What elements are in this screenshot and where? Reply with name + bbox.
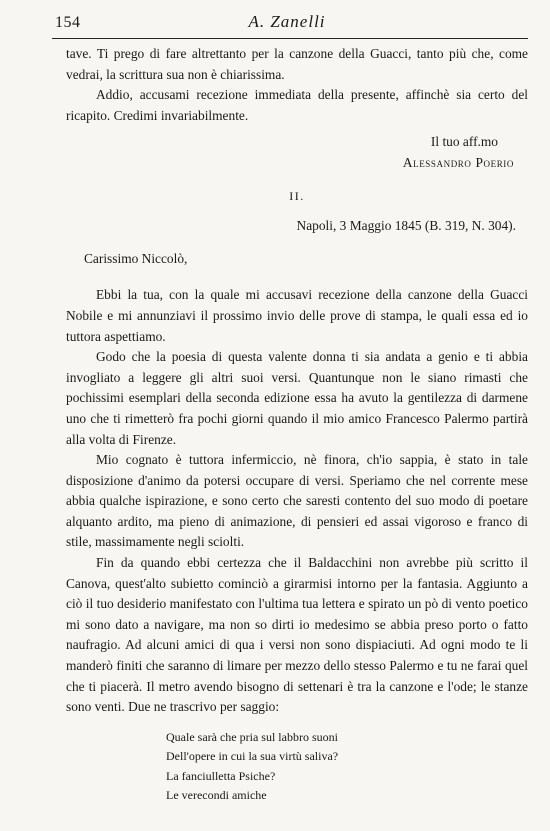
letter1-signoff: Il tuo aff.mo — [430, 134, 498, 150]
letter1-continuation: tave. Ti prego di fare altrettanto per la canzone della Guacci, tanto più che, come vedrai, la scrittura sua non è chiarissima. — [66, 46, 528, 82]
running-head: A. Zanelli — [248, 12, 326, 31]
letter2-paragraph: Mio cognato è tuttora infermiccio, nè finora, ch'io sappia, è stato in tale disposizione d'animo da potersi occupare di versi. Speriamo che nel corrente mese abbia qualche ispirazione, e sono certo che saresti contento del suo modo di poetare alquanto ardito, ma pieno di animazione, di pensieri ed assai vigoroso e franco di stile, massimamente negli sciolti. — [66, 452, 528, 550]
letter2-dateline: Napoli, 3 Maggio 1845 (B. 319, N. 304). — [296, 218, 516, 234]
poem-excerpt — [166, 728, 528, 806]
poem-line: Quale sarà che pria sul labbro suoni — [166, 729, 338, 744]
letter2-salutation: Carissimo Niccolò, — [84, 250, 188, 266]
poem-line: Le verecondi amiche — [166, 788, 267, 803]
letter2-paragraph: Ebbi la tua, con la quale mi accusavi recezione della canzone della Guacci Nobile e mi annunziavi il prossimo invio delle prove di stampa, le quali essa ed io tuttora aspettiamo. — [66, 287, 528, 344]
page-body — [66, 44, 528, 806]
poem-line: Dell'opere in cui la sua virtù saliva? — [166, 749, 339, 764]
page-header — [0, 6, 550, 40]
letter1-closing: Addio, accusami recezione immediata della presente, affinchè sia certo del ricapito. Credimi invariabilmente. — [66, 87, 528, 123]
section-number: II. — [289, 188, 305, 203]
page-number: 154 — [55, 14, 81, 31]
poem-line: La fanciulletta Psiche? — [166, 768, 276, 783]
letter2-paragraph: Godo che la poesia di questa valente donna ti sia andata a genio e ti abbia invogliato a leggere gli altri suoi versi. Quantunque non le siano rimasti che pochissimi esemplari della seconda edizione essa ha avuto la gentilezza di darmene uno che ti rimetterò fra pochi giorni quando il mio amico Francesco Palermo partirà alla volta di Firenze. — [66, 349, 528, 447]
header-rule — [52, 38, 528, 39]
letter1-author: Alessandro Poerio — [402, 154, 514, 170]
letter2-paragraph: Fin da quando ebbi certezza che il Baldacchini non avrebbe più scritto il Canova, quest'alto subietto cominciò a girarmisi intorno per la fantasia. Aggiunto a ciò il tuo desiderio manifestato con l'ultima tua lettera e spirato un pò di vento poetico mi sono dato a navigare, ma non so dirti io medesimo se abbia preso porto o fatto naufragio. Ad alcuni amici di qua i versi non sono dispiaciuti. Ad ogni modo te li manderò finiti che saranno di limare per mezzo dello stesso Palermo e tu ne farai quel che ti piacerà. Il metro avendo bisogno di settenari è tra la canzone e l'ode; le stanze sono venti. Due ne trascrivo per saggio: — [66, 555, 528, 715]
